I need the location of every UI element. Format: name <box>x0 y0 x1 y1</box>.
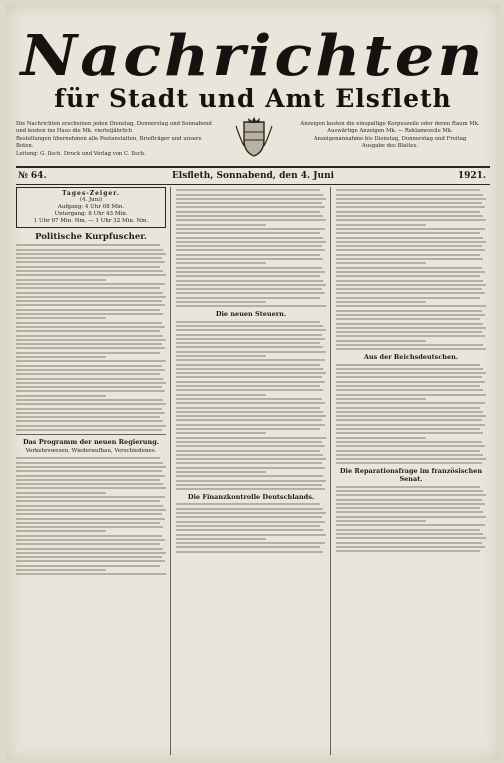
text-line <box>336 284 486 286</box>
text-line <box>16 330 160 332</box>
info-line: Auswärtige Anzeigen Mk. — Reklamezeile Mk. <box>327 128 453 135</box>
text-line <box>336 494 486 496</box>
text-line <box>336 241 486 243</box>
text-line <box>176 376 322 378</box>
publication-info <box>16 121 212 158</box>
text-line <box>176 441 322 443</box>
text-line <box>176 297 320 299</box>
article-body-text <box>336 486 486 552</box>
text-line <box>16 249 163 251</box>
text-line <box>336 537 486 539</box>
text-line <box>176 398 322 400</box>
text-line <box>16 565 160 567</box>
text-line <box>336 344 483 346</box>
text-line <box>16 266 160 268</box>
text-line <box>176 372 326 374</box>
text-line <box>176 458 326 460</box>
text-line <box>16 365 162 367</box>
text-line <box>336 376 482 378</box>
text-line <box>176 342 320 344</box>
column-divider <box>170 187 171 755</box>
text-line <box>16 548 163 550</box>
text-line <box>176 368 323 370</box>
text-line <box>16 505 163 507</box>
text-line <box>176 462 322 464</box>
text-line <box>16 304 165 306</box>
text-line <box>176 419 322 421</box>
text-line <box>336 198 486 200</box>
newspaper-page <box>6 4 500 761</box>
text-line <box>16 479 160 481</box>
text-line <box>336 323 483 325</box>
text-line <box>336 194 483 196</box>
text-line <box>176 215 323 217</box>
text-line <box>176 194 323 196</box>
text-line <box>176 437 326 439</box>
box-line: (4. Juni) <box>79 197 103 203</box>
text-line <box>176 288 322 290</box>
column-divider <box>330 187 331 755</box>
masthead-subtitle: für Stadt und Amt Elsfleth <box>54 84 452 113</box>
text-line <box>176 211 320 213</box>
text-line <box>16 500 160 502</box>
text-line <box>16 296 166 298</box>
article-body-text <box>176 189 326 307</box>
text-line <box>16 335 163 337</box>
text-line <box>176 428 320 430</box>
text-line <box>16 518 165 520</box>
text-line <box>176 542 325 544</box>
text-line <box>336 499 482 501</box>
coat-of-arms-icon <box>230 116 278 160</box>
article-subheading: Verkehrswesen, Wiederaufbau, Verschiedenes. <box>25 448 157 455</box>
text-line <box>176 424 325 426</box>
text-line <box>16 560 165 562</box>
text-line <box>336 389 483 391</box>
text-line <box>16 496 165 498</box>
text-line <box>336 462 482 464</box>
text-line <box>176 280 323 282</box>
text-line <box>176 241 326 243</box>
column-left <box>16 187 166 757</box>
article-body-text <box>336 364 486 465</box>
text-line <box>336 297 480 299</box>
text-line <box>176 381 325 383</box>
text-line <box>176 471 266 473</box>
text-line <box>336 275 480 277</box>
text-line <box>16 270 163 272</box>
text-line <box>336 445 485 447</box>
text-line <box>176 521 325 523</box>
text-line <box>176 467 325 469</box>
text-line <box>336 372 486 374</box>
text-line <box>16 373 160 375</box>
text-line <box>176 206 325 208</box>
text-line <box>336 486 480 488</box>
text-line <box>336 402 485 404</box>
text-line <box>336 189 480 191</box>
text-line <box>336 454 483 456</box>
text-line <box>16 292 163 294</box>
tages-zeiger-box <box>16 187 166 228</box>
info-line: und kosten ins Haus die Mk. vierteljährlich <box>16 128 133 135</box>
text-line <box>16 326 165 328</box>
text-line <box>16 261 165 263</box>
text-line <box>16 300 162 302</box>
text-line <box>336 542 482 544</box>
text-line <box>16 309 160 311</box>
text-line <box>16 369 165 371</box>
text-line <box>176 219 326 221</box>
text-line <box>16 569 106 571</box>
text-line <box>16 462 163 464</box>
text-line <box>16 475 165 477</box>
info-line: Ausgabe des Blattes. <box>361 143 419 150</box>
text-line <box>176 334 322 336</box>
text-line <box>176 538 266 540</box>
text-line <box>16 416 160 418</box>
text-line <box>336 310 482 312</box>
text-line <box>176 325 323 327</box>
text-line <box>176 488 325 490</box>
article-headline: Das Programm der neuen Regierung. <box>22 438 160 447</box>
text-line <box>16 390 165 392</box>
text-line <box>176 254 320 256</box>
text-line <box>336 529 480 531</box>
text-line <box>16 343 162 345</box>
text-line <box>176 551 323 553</box>
text-line <box>176 329 326 331</box>
text-line <box>16 395 106 397</box>
dateline <box>16 169 490 183</box>
text-line <box>16 257 162 259</box>
text-line <box>336 524 485 526</box>
article-headline: Die Finanzkontrolle Deutschlands. <box>187 493 315 502</box>
text-line <box>176 508 323 510</box>
text-line <box>16 483 163 485</box>
text-line <box>16 539 165 541</box>
info-line: Die Nachrichten erscheinen jeden Dienstag, Donnerstag und Sonnabend <box>16 121 212 127</box>
text-line <box>16 408 162 410</box>
text-line <box>336 314 485 316</box>
text-line <box>176 503 320 505</box>
text-line <box>336 219 486 221</box>
text-line <box>336 249 485 251</box>
text-line <box>176 450 320 452</box>
text-line <box>176 407 320 409</box>
text-line <box>336 424 485 426</box>
text-line <box>336 394 486 396</box>
article-body-text <box>16 457 166 575</box>
text-line <box>16 412 165 414</box>
text-line <box>176 305 326 307</box>
text-line <box>16 457 160 459</box>
text-line <box>336 458 486 460</box>
text-line <box>336 327 486 329</box>
text-line <box>16 386 162 388</box>
text-line <box>16 317 106 319</box>
article-body-text <box>176 321 326 491</box>
text-line <box>176 232 320 234</box>
text-line <box>16 287 160 289</box>
text-line <box>336 398 426 400</box>
text-line <box>176 321 320 323</box>
text-line <box>176 338 325 340</box>
issue-number: № 64. <box>18 171 47 181</box>
text-line <box>336 280 483 282</box>
advertising-info <box>292 121 488 151</box>
text-line <box>336 267 482 269</box>
text-line <box>336 224 426 226</box>
text-line <box>176 394 266 396</box>
text-line <box>16 274 166 276</box>
text-line <box>336 215 483 217</box>
text-line <box>336 432 483 434</box>
section-divider <box>16 434 166 435</box>
text-line <box>16 470 162 472</box>
text-line <box>176 275 320 277</box>
text-line <box>176 267 322 269</box>
dateline-rule <box>16 184 490 185</box>
info-line: Bestellungen übernehmen alle Postanstalten, Briefträger und unsere Boten. <box>16 135 202 150</box>
masthead-title: Nachrichten <box>20 22 486 89</box>
text-line <box>16 552 166 554</box>
text-line <box>336 364 480 366</box>
text-line <box>336 348 486 350</box>
text-line <box>16 339 166 341</box>
text-line <box>176 546 320 548</box>
text-line <box>176 292 325 294</box>
text-line <box>336 419 482 421</box>
text-line <box>176 245 322 247</box>
text-line <box>16 487 166 489</box>
text-line <box>16 535 162 537</box>
text-line <box>16 509 166 511</box>
text-line <box>336 428 480 430</box>
text-line <box>176 346 323 348</box>
article-headline: Aus der Reichsdeutschen. <box>363 353 459 362</box>
info-line: Anzeigen kosten die einspaltige Korpuszeile oder deren Raum Mk. <box>300 121 480 127</box>
text-line <box>336 335 485 337</box>
text-line <box>336 407 480 409</box>
text-line <box>336 415 486 417</box>
text-line <box>336 318 480 320</box>
text-line <box>16 378 163 380</box>
text-line <box>336 237 483 239</box>
text-line <box>16 543 160 545</box>
text-line <box>336 490 483 492</box>
text-line <box>176 262 266 264</box>
text-line <box>176 301 266 303</box>
text-line <box>176 351 326 353</box>
text-line <box>176 359 325 361</box>
text-line <box>336 511 483 513</box>
text-line <box>336 305 486 307</box>
text-line <box>336 258 483 260</box>
text-line <box>16 526 163 528</box>
text-line <box>176 389 323 391</box>
text-line <box>176 224 266 226</box>
text-line <box>16 403 166 405</box>
text-line <box>176 271 325 273</box>
info-line: Leitung: G. Ilsch. Druck und Verlag von C. Ilsch. <box>16 150 146 157</box>
text-line <box>176 258 323 260</box>
text-line <box>16 244 160 246</box>
article-headline: Die neuen Steuern. <box>215 310 287 319</box>
text-line <box>176 475 323 477</box>
text-line <box>16 522 160 524</box>
text-line <box>16 573 166 575</box>
text-line <box>16 279 106 281</box>
text-line <box>176 415 326 417</box>
text-line <box>176 484 322 486</box>
text-line <box>336 301 426 303</box>
text-line <box>336 211 480 213</box>
article-body-text <box>336 189 486 350</box>
text-line <box>176 411 323 413</box>
text-line <box>16 382 166 384</box>
text-line <box>176 516 322 518</box>
text-line <box>176 355 266 357</box>
text-line <box>336 368 483 370</box>
text-line <box>176 237 323 239</box>
text-line <box>336 520 426 522</box>
box-title: Tages-Zeiger. <box>62 190 120 197</box>
text-line <box>336 245 482 247</box>
article-body-text <box>16 244 166 431</box>
text-line <box>16 556 162 558</box>
text-line <box>336 331 482 333</box>
text-line <box>336 292 485 294</box>
text-line <box>176 525 320 527</box>
text-line <box>336 262 426 264</box>
text-line <box>16 356 106 358</box>
text-line <box>176 480 326 482</box>
text-line <box>16 283 165 285</box>
column-right <box>336 187 486 757</box>
text-line <box>16 429 162 431</box>
text-line <box>336 385 480 387</box>
text-line <box>336 437 426 439</box>
box-line: 1 Uhr 07 Min. Nm. — 1 Uhr 32 Min. Nm. <box>33 218 149 224</box>
text-line <box>336 507 480 509</box>
text-line <box>16 466 166 468</box>
text-line <box>16 530 106 532</box>
header-rule <box>16 166 490 168</box>
text-line <box>176 445 325 447</box>
text-line <box>16 492 106 494</box>
text-line <box>336 441 482 443</box>
issue-year: 1921. <box>457 171 486 181</box>
text-line <box>16 313 163 315</box>
text-line <box>176 402 325 404</box>
text-line <box>16 347 165 349</box>
text-line <box>336 381 485 383</box>
place-date: Elsfleth, Sonnabend, den 4. Juni <box>171 171 335 181</box>
text-line <box>176 249 325 251</box>
text-line <box>176 454 323 456</box>
text-line <box>176 432 266 434</box>
text-line <box>176 198 326 200</box>
text-line <box>16 513 162 515</box>
text-line <box>176 189 320 191</box>
box-line: Aufgang: 4 Uhr 08 Min. <box>57 204 125 210</box>
column-middle <box>176 187 326 757</box>
article-headline: Politische Kurpfuscher. <box>35 232 147 242</box>
text-line <box>336 254 480 256</box>
text-line <box>336 232 480 234</box>
text-line <box>176 534 326 536</box>
text-line <box>336 450 480 452</box>
text-line <box>176 512 326 514</box>
text-line <box>336 503 485 505</box>
text-line <box>336 546 485 548</box>
text-line <box>16 399 163 401</box>
text-line <box>16 253 166 255</box>
text-line <box>336 550 480 552</box>
text-line <box>16 425 166 427</box>
box-line: Untergang: 8 Uhr 43 Min. <box>54 211 128 217</box>
text-line <box>176 284 326 286</box>
text-line <box>336 228 485 230</box>
text-line <box>176 364 320 366</box>
article-headline: Die Reparationsfrage im französischen Senat. <box>339 467 483 484</box>
text-line <box>16 352 160 354</box>
text-line <box>336 516 486 518</box>
text-line <box>176 529 323 531</box>
text-line <box>336 202 482 204</box>
text-line <box>16 360 166 362</box>
text-line <box>336 206 485 208</box>
text-line <box>16 322 162 324</box>
article-body-text <box>176 503 326 552</box>
text-line <box>16 420 163 422</box>
text-line <box>336 533 483 535</box>
text-line <box>336 288 482 290</box>
info-line: Anzeigenannahme bis Dienstag, Donnerstag und Freitag <box>313 135 467 142</box>
text-line <box>176 202 322 204</box>
text-line <box>176 385 320 387</box>
text-line <box>176 228 325 230</box>
text-line <box>336 340 426 342</box>
text-line <box>336 411 483 413</box>
text-line <box>336 271 485 273</box>
